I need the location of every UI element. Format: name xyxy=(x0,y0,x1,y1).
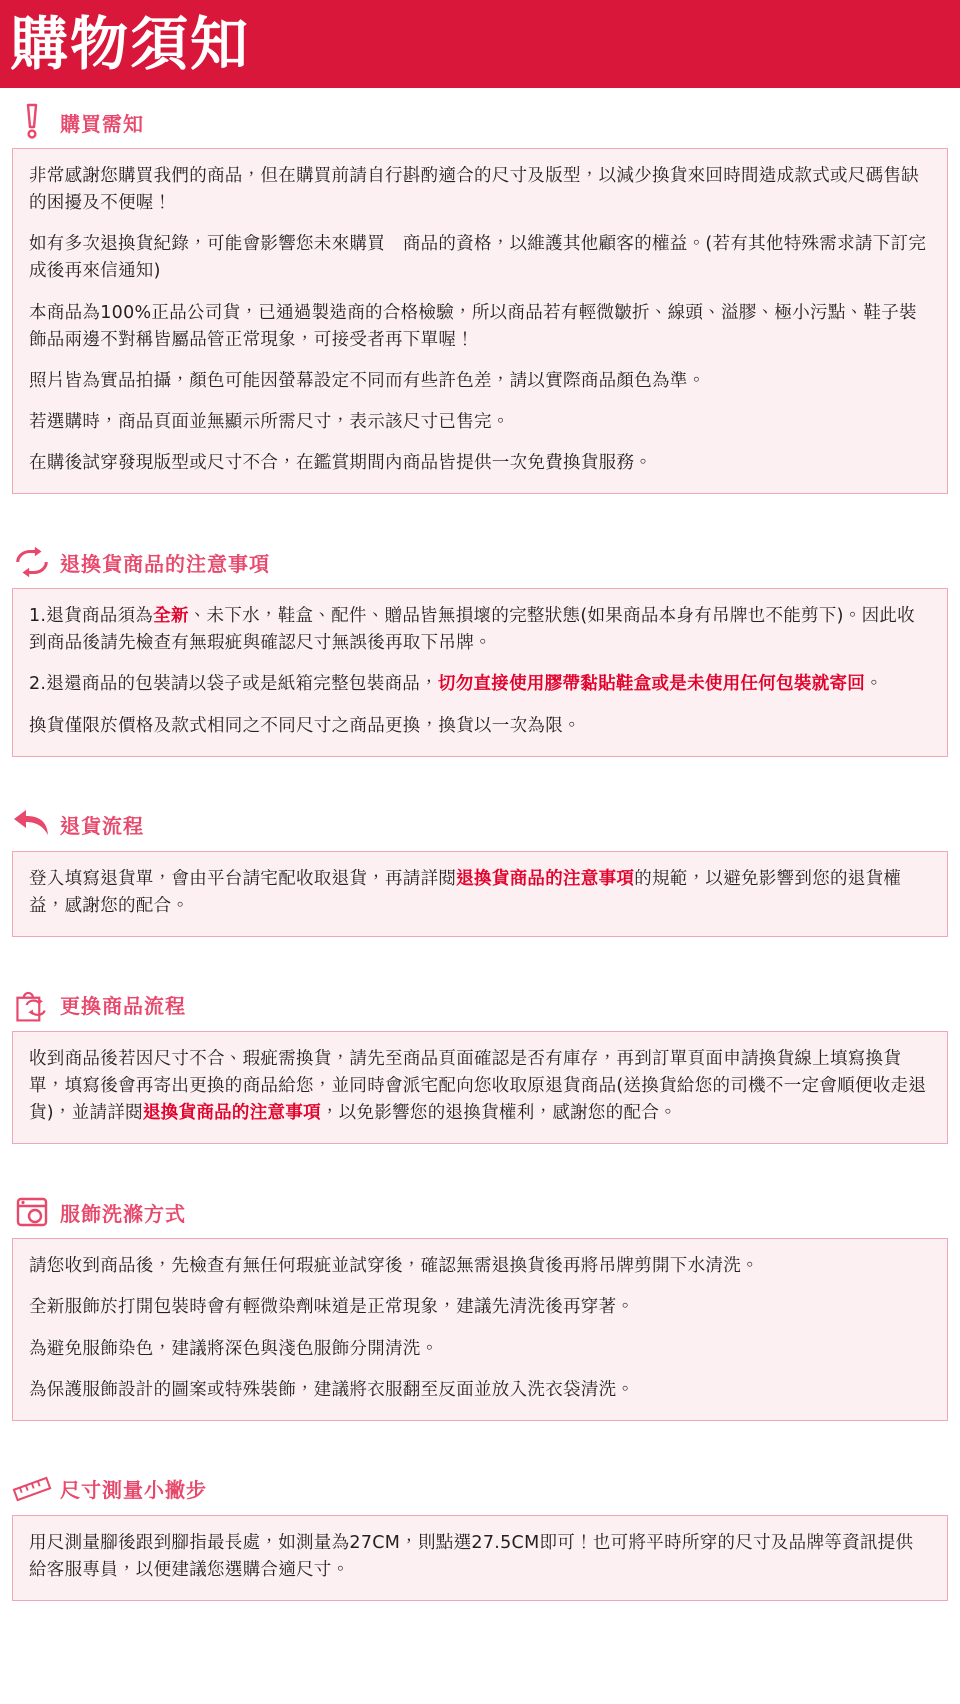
paragraph: 如有多次退換貨紀錄，可能會影響您未來購買 商品的資格，以維護其他顧客的權益。(若有其他特殊需求請下訂完成後再來信通知) xyxy=(29,234,927,282)
spacer xyxy=(0,757,960,791)
section-body xyxy=(12,1238,948,1421)
section-title: 退貨流程 xyxy=(60,814,144,839)
paragraph: 本商品為100%正品公司貨，已通過製造商的合格檢驗，所以商品若有輕微皺折、線頭、溢膠、極小污點、鞋子裝飾品兩邊不對稱皆屬品管正常現象，可接受者再下單喔！ xyxy=(29,302,917,350)
exchange-arrows-icon xyxy=(12,542,52,582)
section-body xyxy=(12,148,948,494)
spacer xyxy=(0,494,960,528)
section-header xyxy=(12,542,948,582)
page-banner xyxy=(0,0,960,88)
paragraph: 若選購時，商品頁面並無顯示所需尺寸，表示該尺寸已售完。 xyxy=(29,411,510,432)
spacer xyxy=(0,1144,960,1178)
paragraph: 用尺測量腳後跟到腳指最長處，如測量為27CM，則點選27.5CM即可！也可將平時所穿的尺寸及品牌等資訊提供給客服專員，以便建議您選購合適尺寸。 xyxy=(29,1532,914,1580)
section-title: 退換貨商品的注意事項 xyxy=(60,551,270,576)
section-return-process xyxy=(0,805,960,937)
section-title: 服飾洗滌方式 xyxy=(60,1201,186,1226)
section-body xyxy=(12,1515,948,1601)
section-title: 尺寸測量小撇步 xyxy=(60,1478,207,1503)
spacer xyxy=(0,1421,960,1455)
paragraph: 非常感謝您購買我們的商品，但在購買前請自行斟酌適合的尺寸及版型，以減少換貨來回時間造成款式或尺碼售缺的困擾及不便喔！ xyxy=(29,166,919,214)
paragraph: 全新服飾於打開包裝時會有輕微染劑味道是正常現象，建議先清洗後再穿著。 xyxy=(29,1297,635,1318)
washing-machine-icon xyxy=(12,1192,52,1232)
section-header xyxy=(12,1469,948,1509)
shopping-bag-exchange-icon xyxy=(12,985,52,1025)
return-arrow-icon xyxy=(12,805,52,845)
page-title: 購物須知 xyxy=(10,10,251,78)
section-exchange-process xyxy=(0,985,960,1144)
section-header xyxy=(12,985,948,1025)
paragraph: 為保護服飾設計的圖案或特殊裝飾，建議將衣服翻至反面並放入洗衣袋清洗。 xyxy=(29,1379,635,1400)
paragraph: 請您收到商品後，先檢查有無任何瑕疵並試穿後，確認無需退換貨後再將吊牌剪開下水清洗。 xyxy=(29,1256,759,1277)
spacer xyxy=(0,1601,960,1621)
section-body xyxy=(12,588,948,757)
paragraph: 2.退還商品的包裝請以袋子或是紙箱完整包裝商品，切勿直接使用膠帶黏貼鞋盒或是未使用任何包裝就寄回。 xyxy=(29,674,883,695)
paragraph: 收到商品後若因尺寸不合、瑕疵需換貨，請先至商品頁面確認是否有庫存，再到訂單頁面申請換貨線上填寫換貨單，填寫後會再寄出更換的商品給您，並同時會派宅配向您收取原退貨商品(送換貨給您的司機不一定會順便收走退貨)，並請詳閱退換貨商品的注意事項，以免影響您的退換貨權利，感謝您的配合。 xyxy=(29,1048,927,1124)
section-body xyxy=(12,1031,948,1144)
section-purchase-notice xyxy=(0,102,960,494)
paragraph: 換貨僅限於價格及款式相同之不同尺寸之商品更換，換貨以一次為限。 xyxy=(29,715,581,736)
paragraph: 1.退貨商品須為全新、未下水，鞋盒、配件、贈品皆無損壞的完整狀態(如果商品本身有吊牌也不能剪下)。因此收到商品後請先檢查有無瑕疵與確認尺寸無誤後再取下吊牌。 xyxy=(29,606,915,654)
section-title: 購買需知 xyxy=(60,111,144,136)
paragraph: 為避免服飾染色，建議將深色與淺色服飾分開清洗。 xyxy=(29,1338,439,1359)
section-title: 更換商品流程 xyxy=(60,994,186,1019)
section-return-exchange-notes xyxy=(0,542,960,757)
spacer xyxy=(0,937,960,971)
paragraph: 照片皆為實品拍攝，顏色可能因螢幕設定不同而有些許色差，請以實際商品顏色為準。 xyxy=(29,370,706,391)
paragraph: 在購後試穿發現版型或尺寸不合，在鑑賞期間內商品皆提供一次免費換貨服務。 xyxy=(29,453,652,473)
section-size-measure-tips xyxy=(0,1469,960,1601)
section-header xyxy=(12,102,948,142)
section-header xyxy=(12,1192,948,1232)
section-header xyxy=(12,805,948,845)
section-washing-instructions xyxy=(0,1192,960,1421)
exclamation-icon xyxy=(12,102,52,142)
paragraph: 登入填寫退貨單，會由平台請宅配收取退貨，再請詳閱退換貨商品的注意事項的規範，以避免影響到您的退貨權益，感謝您的配合。 xyxy=(29,868,902,916)
section-body xyxy=(12,851,948,937)
ruler-icon xyxy=(12,1469,52,1509)
